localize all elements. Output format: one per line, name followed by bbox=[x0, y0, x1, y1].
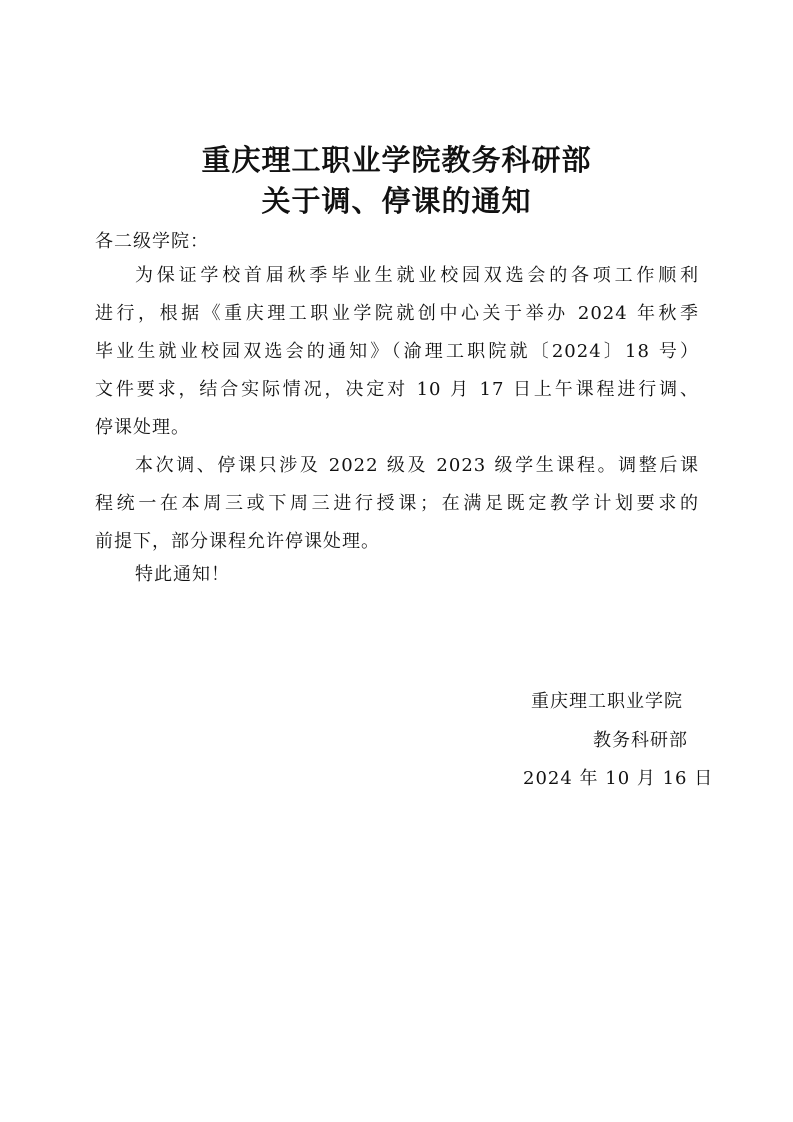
paragraph-2-line: 本次调、停课只涉及 2022 级及 2023 级学生课程。调整后课 bbox=[135, 455, 699, 476]
closing-text: 特此通知！ bbox=[135, 564, 230, 585]
paragraph-2 bbox=[95, 447, 699, 561]
signature-date: 2024 年 10 月 16 日 bbox=[523, 768, 714, 789]
paragraph-1 bbox=[95, 257, 699, 447]
paragraph-1-line: 文件要求，结合实际情况，决定对 10 月 17 日上午课程进行调、 bbox=[95, 379, 699, 400]
signature-organization: 重庆理工职业学院 bbox=[531, 691, 683, 712]
salutation bbox=[95, 223, 699, 261]
closing bbox=[95, 556, 699, 594]
paragraph-2-line: 前提下，部分课程允许停课处理。 bbox=[95, 531, 380, 552]
document-title-line2: 关于调、停课的通知 bbox=[261, 184, 532, 218]
paragraph-2-line: 程统一在本周三或下周三进行授课；在满足既定教学计划要求的 bbox=[95, 493, 699, 514]
paragraph-1-line: 毕业生就业校园双选会的通知》（渝理工职院就〔2024〕18 号） bbox=[95, 341, 699, 362]
paragraph-1-line: 进行，根据《重庆理工职业学院就创中心关于举办 2024 年秋季 bbox=[95, 303, 699, 324]
document-title-line1: 重庆理工职业学院教务科研部 bbox=[201, 143, 592, 177]
signature-department: 教务科研部 bbox=[593, 730, 688, 751]
paragraph-1-line: 停课处理。 bbox=[95, 417, 190, 438]
salutation-text: 各二级学院： bbox=[95, 231, 209, 252]
paragraph-1-line: 为保证学校首届秋季毕业生就业校园双选会的各项工作顺利 bbox=[135, 265, 699, 286]
